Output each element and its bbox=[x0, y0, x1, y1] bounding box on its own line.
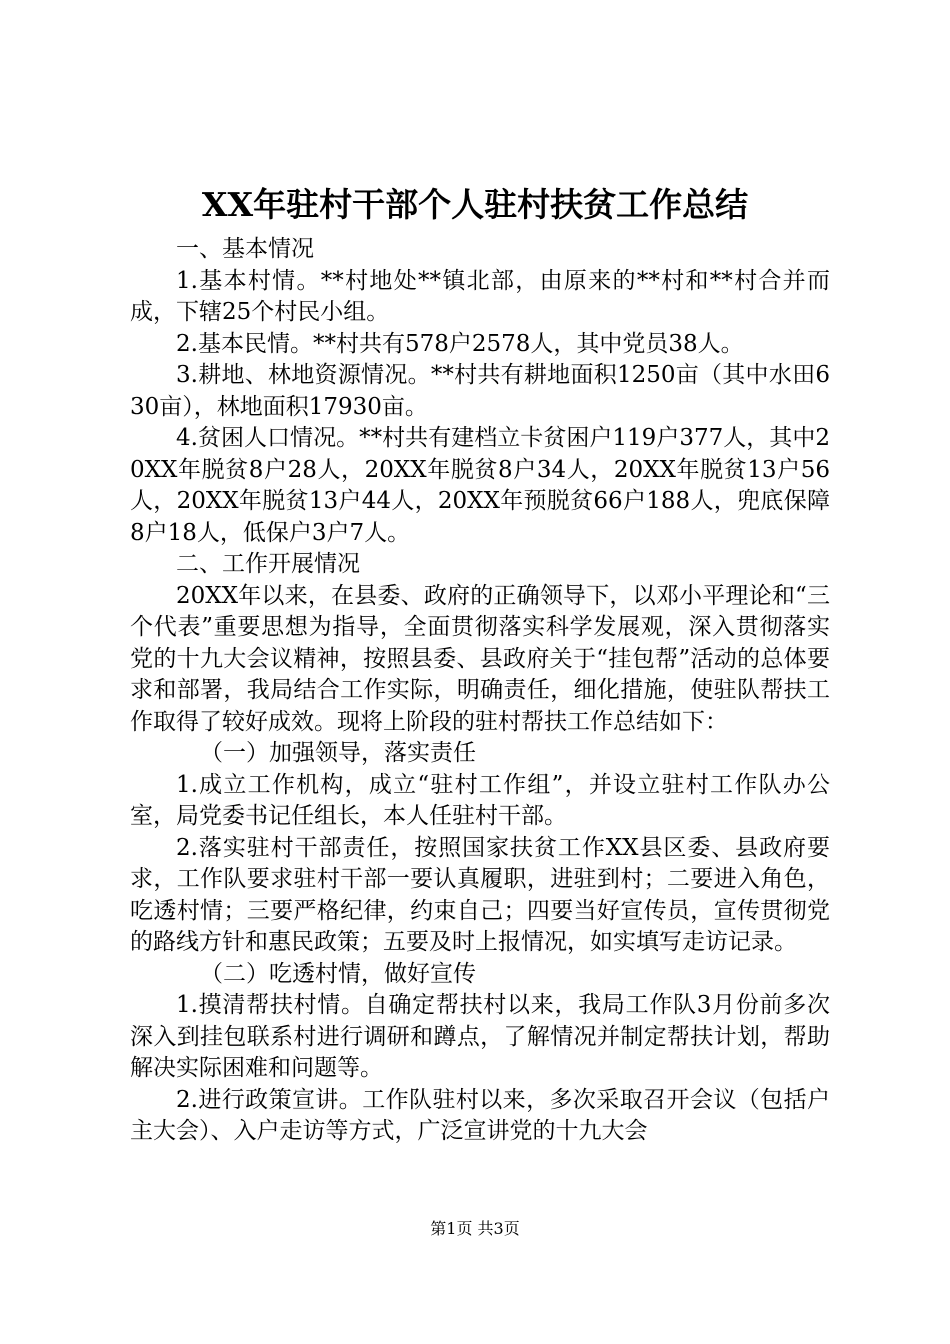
paragraph: 2.进行政策宣讲。工作队驻村以来，多次采取召开会议（包括户主大会）、入户走访等方式，广泛宣讲党的十九大会 bbox=[130, 1086, 830, 1144]
paragraph: 20XX年以来，在县委、政府的正确领导下，以邓小平理论和“三个代表”重要思想为指导，全面贯彻落实科学发展观，深入贯彻落实党的十九大会议精神，按照县委、县政府关于“挂包帮”活动的总体要求和部署，我局结合工作实际，明确责任，细化措施，使驻队帮扶工作取得了较好成效。现将上阶段的驻村帮扶工作总结如下： bbox=[130, 582, 830, 735]
document-title: XX年驻村干部个人驻村扶贫工作总结 bbox=[201, 185, 749, 224]
paragraph: 3.耕地、林地资源情况。**村共有耕地面积1250亩（其中水田630亩），林地面积17930亩。 bbox=[130, 362, 830, 420]
paragraph: 4.贫困人口情况。**村共有建档立卡贫困户119户377人，其中20XX年脱贫8户28人，20XX年脱贫8户34人，20XX年脱贫13户56人，20XX年脱贫13户44人，20XX年预脱贫66户188人，兜底保障8户18人，低保户3户7人。 bbox=[130, 425, 830, 546]
subsection-heading: （二）吃透村情，做好宣传 bbox=[200, 960, 476, 987]
document-body bbox=[130, 234, 830, 1148]
section-heading: 二、工作开展情况 bbox=[176, 551, 360, 577]
paragraph: 1.成立工作机构，成立“驻村工作组”，并设立驻村工作队办公室，局党委书记任组长，本人任驻村干部。 bbox=[130, 771, 830, 829]
paragraph: 1.基本村情。**村地处**镇北部，由原来的**村和**村合并而成，下辖25个村民小组。 bbox=[130, 267, 830, 325]
paragraph: 2.落实驻村干部责任，按照国家扶贫工作XX县区委、县政府要求，工作队要求驻村干部一要认真履职，进驻到村；二要进入角色，吃透村情；三要严格纪律，约束自己；四要当好宣传员，宣传贯彻党的路线方针和惠民政策；五要及时上报情况，如实填写走访记录。 bbox=[130, 834, 830, 955]
subsection-heading: （一）加强领导，落实责任 bbox=[200, 740, 476, 766]
paragraph: 1.摸清帮扶村情。自确定帮扶村以来，我局工作队3月份前多次深入到挂包联系村进行调研和蹲点，了解情况并制定帮扶计划，帮助解决实际困难和问题等。 bbox=[130, 992, 830, 1081]
paragraph: 2.基本民情。**村共有578户2578人，其中党员38人。 bbox=[176, 330, 744, 357]
page-footer: 第1页 共3页 bbox=[430, 1219, 520, 1238]
section-heading: 一、基本情况 bbox=[176, 236, 314, 262]
